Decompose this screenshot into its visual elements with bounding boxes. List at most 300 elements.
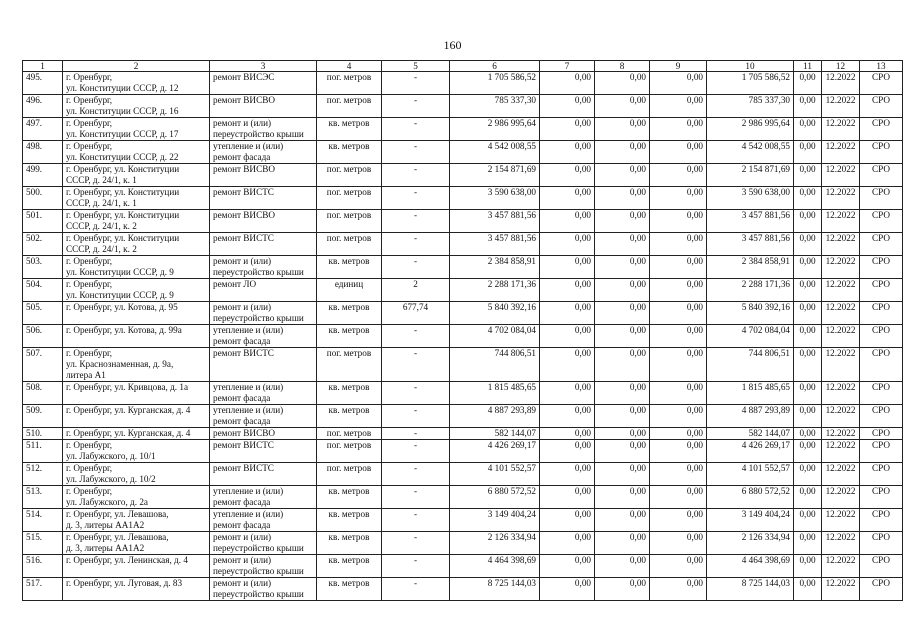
address-cell: г. Оренбург, ул. Лабужского, д. 2а xyxy=(63,486,210,509)
term-cell: 12.2022 xyxy=(822,164,860,187)
term-cell: 12.2022 xyxy=(822,210,860,233)
cost-cell: 3 590 638,00 xyxy=(450,187,540,210)
source-cell: СРО xyxy=(860,302,903,325)
cost-cell: 3 457 881,56 xyxy=(450,233,540,256)
address-cell: г. Оренбург, ул. Котова, д. 99а xyxy=(63,325,210,348)
work-type-cell: утепление и (или) ремонт фасада xyxy=(210,509,317,532)
work-type-cell: ремонт ВИСТС xyxy=(210,463,317,486)
col11-cell: 0,00 xyxy=(794,532,822,555)
row-number: 511. xyxy=(23,440,63,463)
source-cell: СРО xyxy=(860,279,903,302)
quantity-cell: - xyxy=(382,486,450,509)
quantity-cell: - xyxy=(382,256,450,279)
total-cell: 4 464 398,69 xyxy=(707,555,794,578)
col8-cell: 0,00 xyxy=(595,164,650,187)
row-number: 497. xyxy=(23,118,63,141)
col7-cell: 0,00 xyxy=(540,440,595,463)
unit-cell: кв. метров xyxy=(317,578,382,601)
col8-cell: 0,00 xyxy=(595,256,650,279)
address-cell: г. Оренбург, ул. Краснознаменная, д. 9а, литера А1 xyxy=(63,348,210,382)
term-cell: 12.2022 xyxy=(822,141,860,164)
col-header: 10 xyxy=(707,61,794,72)
unit-cell: пог. метров xyxy=(317,348,382,382)
address-cell: г. Оренбург, ул. Левашова, д. 3, литеры АА1А2 xyxy=(63,509,210,532)
row-number: 500. xyxy=(23,187,63,210)
source-cell: СРО xyxy=(860,210,903,233)
col7-cell: 0,00 xyxy=(540,509,595,532)
unit-cell: кв. метров xyxy=(317,325,382,348)
quantity-cell: - xyxy=(382,578,450,601)
col8-cell: 0,00 xyxy=(595,532,650,555)
total-cell: 4 702 084,04 xyxy=(707,325,794,348)
col8-cell: 0,00 xyxy=(595,463,650,486)
quantity-cell: - xyxy=(382,141,450,164)
term-cell: 12.2022 xyxy=(822,578,860,601)
source-cell: СРО xyxy=(860,233,903,256)
col7-cell: 0,00 xyxy=(540,382,595,405)
source-cell: СРО xyxy=(860,463,903,486)
unit-cell: кв. метров xyxy=(317,302,382,325)
cost-cell: 2 384 858,91 xyxy=(450,256,540,279)
col8-cell: 0,00 xyxy=(595,440,650,463)
work-type-cell: ремонт и (или) переустройство крыши xyxy=(210,118,317,141)
work-type-cell: ремонт и (или) переустройство крыши xyxy=(210,578,317,601)
table-row xyxy=(23,279,903,302)
col11-cell: 0,00 xyxy=(794,164,822,187)
col11-cell: 0,00 xyxy=(794,578,822,601)
table-row xyxy=(23,325,903,348)
col7-cell: 0,00 xyxy=(540,233,595,256)
total-cell: 2 288 171,36 xyxy=(707,279,794,302)
col8-cell: 0,00 xyxy=(595,405,650,428)
unit-cell: пог. метров xyxy=(317,164,382,187)
address-cell: г. Оренбург, ул. Котова, д. 95 xyxy=(63,302,210,325)
col-header: 11 xyxy=(794,61,822,72)
work-type-cell: утепление и (или) ремонт фасада xyxy=(210,141,317,164)
work-type-cell: ремонт ВИСЭС xyxy=(210,72,317,95)
total-cell: 3 457 881,56 xyxy=(707,210,794,233)
col8-cell: 0,00 xyxy=(595,279,650,302)
source-cell: СРО xyxy=(860,164,903,187)
term-cell: 12.2022 xyxy=(822,118,860,141)
address-cell: г. Оренбург, ул. Конституции СССР, д. 9 xyxy=(63,279,210,302)
total-cell: 8 725 144,03 xyxy=(707,578,794,601)
table-row xyxy=(23,141,903,164)
work-type-cell: ремонт ВИСВО xyxy=(210,95,317,118)
col11-cell: 0,00 xyxy=(794,95,822,118)
source-cell: СРО xyxy=(860,118,903,141)
unit-cell: кв. метров xyxy=(317,532,382,555)
term-cell: 12.2022 xyxy=(822,302,860,325)
term-cell: 12.2022 xyxy=(822,233,860,256)
cost-cell: 1 815 485,65 xyxy=(450,382,540,405)
term-cell: 12.2022 xyxy=(822,405,860,428)
col9-cell: 0,00 xyxy=(650,325,707,348)
col7-cell: 0,00 xyxy=(540,532,595,555)
cost-cell: 6 880 572,52 xyxy=(450,486,540,509)
col9-cell: 0,00 xyxy=(650,509,707,532)
table-row xyxy=(23,509,903,532)
source-cell: СРО xyxy=(860,256,903,279)
cost-cell: 785 337,30 xyxy=(450,95,540,118)
quantity-cell: 2 xyxy=(382,279,450,302)
total-cell: 2 154 871,69 xyxy=(707,164,794,187)
quantity-cell: - xyxy=(382,532,450,555)
col8-cell: 0,00 xyxy=(595,578,650,601)
work-type-cell: утепление и (или) ремонт фасада xyxy=(210,325,317,348)
col11-cell: 0,00 xyxy=(794,325,822,348)
address-cell: г. Оренбург, ул. Луговая, д. 83 xyxy=(63,578,210,601)
col-header: 4 xyxy=(317,61,382,72)
col8-cell: 0,00 xyxy=(595,382,650,405)
quantity-cell: - xyxy=(382,348,450,382)
table-row xyxy=(23,578,903,601)
quantity-cell: - xyxy=(382,95,450,118)
cost-cell: 2 986 995,64 xyxy=(450,118,540,141)
col9-cell: 0,00 xyxy=(650,279,707,302)
header-row xyxy=(23,61,903,72)
col-header: 2 xyxy=(63,61,210,72)
quantity-cell: - xyxy=(382,509,450,532)
col8-cell: 0,00 xyxy=(595,187,650,210)
cost-cell: 2 126 334,94 xyxy=(450,532,540,555)
table-row xyxy=(23,405,903,428)
row-number: 504. xyxy=(23,279,63,302)
col9-cell: 0,00 xyxy=(650,440,707,463)
source-cell: СРО xyxy=(860,141,903,164)
source-cell: СРО xyxy=(860,428,903,440)
row-number: 507. xyxy=(23,348,63,382)
table-row xyxy=(23,187,903,210)
unit-cell: пог. метров xyxy=(317,187,382,210)
work-type-cell: ремонт ВИСТС xyxy=(210,348,317,382)
col8-cell: 0,00 xyxy=(595,348,650,382)
table-row xyxy=(23,210,903,233)
address-cell: г. Оренбург, ул. Конституции СССР, д. 24/1, к. 1 xyxy=(63,164,210,187)
col11-cell: 0,00 xyxy=(794,555,822,578)
work-type-cell: ремонт ВИСВО xyxy=(210,428,317,440)
table-row xyxy=(23,72,903,95)
address-cell: г. Оренбург, ул. Конституции СССР, д. 16 xyxy=(63,95,210,118)
address-cell: г. Оренбург, ул. Лабужского, д. 10/2 xyxy=(63,463,210,486)
address-cell: г. Оренбург, ул. Курганская, д. 4 xyxy=(63,405,210,428)
col9-cell: 0,00 xyxy=(650,382,707,405)
col8-cell: 0,00 xyxy=(595,72,650,95)
work-type-cell: ремонт ЛО xyxy=(210,279,317,302)
col8-cell: 0,00 xyxy=(595,486,650,509)
col7-cell: 0,00 xyxy=(540,279,595,302)
col7-cell: 0,00 xyxy=(540,72,595,95)
unit-cell: кв. метров xyxy=(317,141,382,164)
row-number: 495. xyxy=(23,72,63,95)
col7-cell: 0,00 xyxy=(540,555,595,578)
col-header: 7 xyxy=(540,61,595,72)
col9-cell: 0,00 xyxy=(650,95,707,118)
col8-cell: 0,00 xyxy=(595,555,650,578)
col7-cell: 0,00 xyxy=(540,405,595,428)
total-cell: 5 840 392,16 xyxy=(707,302,794,325)
term-cell: 12.2022 xyxy=(822,325,860,348)
col8-cell: 0,00 xyxy=(595,233,650,256)
source-cell: СРО xyxy=(860,532,903,555)
unit-cell: кв. метров xyxy=(317,405,382,428)
col9-cell: 0,00 xyxy=(650,302,707,325)
quantity-cell: - xyxy=(382,440,450,463)
work-type-cell: утепление и (или) ремонт фасада xyxy=(210,382,317,405)
col7-cell: 0,00 xyxy=(540,463,595,486)
work-type-cell: ремонт и (или) переустройство крыши xyxy=(210,256,317,279)
cost-cell: 744 806,51 xyxy=(450,348,540,382)
col8-cell: 0,00 xyxy=(595,509,650,532)
col-header: 13 xyxy=(860,61,903,72)
col9-cell: 0,00 xyxy=(650,555,707,578)
col11-cell: 0,00 xyxy=(794,302,822,325)
cost-cell: 4 101 552,57 xyxy=(450,463,540,486)
col8-cell: 0,00 xyxy=(595,95,650,118)
col9-cell: 0,00 xyxy=(650,187,707,210)
row-number: 513. xyxy=(23,486,63,509)
col9-cell: 0,00 xyxy=(650,72,707,95)
address-cell: г. Оренбург, ул. Конституции СССР, д. 12 xyxy=(63,72,210,95)
col9-cell: 0,00 xyxy=(650,164,707,187)
unit-cell: кв. метров xyxy=(317,509,382,532)
col-header: 9 xyxy=(650,61,707,72)
col11-cell: 0,00 xyxy=(794,486,822,509)
col7-cell: 0,00 xyxy=(540,325,595,348)
col9-cell: 0,00 xyxy=(650,463,707,486)
total-cell: 4 887 293,89 xyxy=(707,405,794,428)
col-header: 3 xyxy=(210,61,317,72)
quantity-cell: - xyxy=(382,164,450,187)
col-header: 12 xyxy=(822,61,860,72)
col11-cell: 0,00 xyxy=(794,187,822,210)
row-number: 502. xyxy=(23,233,63,256)
col7-cell: 0,00 xyxy=(540,256,595,279)
col11-cell: 0,00 xyxy=(794,440,822,463)
unit-cell: кв. метров xyxy=(317,382,382,405)
unit-cell: пог. метров xyxy=(317,463,382,486)
term-cell: 12.2022 xyxy=(822,279,860,302)
address-cell: г. Оренбург, ул. Конституции СССР, д. 9 xyxy=(63,256,210,279)
total-cell: 2 986 995,64 xyxy=(707,118,794,141)
work-type-cell: ремонт и (или) переустройство крыши xyxy=(210,302,317,325)
total-cell: 1 705 586,52 xyxy=(707,72,794,95)
term-cell: 12.2022 xyxy=(822,428,860,440)
address-cell: г. Оренбург, ул. Лабужского, д. 10/1 xyxy=(63,440,210,463)
total-cell: 785 337,30 xyxy=(707,95,794,118)
work-type-cell: ремонт ВИСТС xyxy=(210,440,317,463)
source-cell: СРО xyxy=(860,555,903,578)
col7-cell: 0,00 xyxy=(540,118,595,141)
total-cell: 2 126 334,94 xyxy=(707,532,794,555)
col11-cell: 0,00 xyxy=(794,348,822,382)
col11-cell: 0,00 xyxy=(794,382,822,405)
table-row xyxy=(23,428,903,440)
row-number: 496. xyxy=(23,95,63,118)
total-cell: 6 880 572,52 xyxy=(707,486,794,509)
col7-cell: 0,00 xyxy=(540,141,595,164)
work-type-cell: ремонт и (или) переустройство крыши xyxy=(210,532,317,555)
table-row xyxy=(23,118,903,141)
source-cell: СРО xyxy=(860,382,903,405)
term-cell: 12.2022 xyxy=(822,532,860,555)
term-cell: 12.2022 xyxy=(822,509,860,532)
source-cell: СРО xyxy=(860,486,903,509)
term-cell: 12.2022 xyxy=(822,555,860,578)
table-row xyxy=(23,463,903,486)
total-cell: 4 542 008,55 xyxy=(707,141,794,164)
total-cell: 3 457 881,56 xyxy=(707,233,794,256)
col7-cell: 0,00 xyxy=(540,486,595,509)
col9-cell: 0,00 xyxy=(650,486,707,509)
unit-cell: кв. метров xyxy=(317,486,382,509)
address-cell: г. Оренбург, ул. Конституции СССР, д. 22 xyxy=(63,141,210,164)
col-header: 6 xyxy=(450,61,540,72)
col9-cell: 0,00 xyxy=(650,141,707,164)
col11-cell: 0,00 xyxy=(794,279,822,302)
col8-cell: 0,00 xyxy=(595,141,650,164)
cost-cell: 2 288 171,36 xyxy=(450,279,540,302)
col11-cell: 0,00 xyxy=(794,233,822,256)
address-cell: г. Оренбург, ул. Ленинская, д. 4 xyxy=(63,555,210,578)
total-cell: 4 426 269,17 xyxy=(707,440,794,463)
col11-cell: 0,00 xyxy=(794,405,822,428)
quantity-cell: 677,74 xyxy=(382,302,450,325)
table-row xyxy=(23,555,903,578)
col7-cell: 0,00 xyxy=(540,187,595,210)
row-number: 506. xyxy=(23,325,63,348)
work-type-cell: ремонт ВИСТС xyxy=(210,187,317,210)
col8-cell: 0,00 xyxy=(595,302,650,325)
quantity-cell: - xyxy=(382,118,450,141)
row-number: 515. xyxy=(23,532,63,555)
quantity-cell: - xyxy=(382,210,450,233)
table-row xyxy=(23,233,903,256)
cost-cell: 3 149 404,24 xyxy=(450,509,540,532)
table-row xyxy=(23,348,903,382)
unit-cell: пог. метров xyxy=(317,233,382,256)
unit-cell: пог. метров xyxy=(317,95,382,118)
term-cell: 12.2022 xyxy=(822,72,860,95)
col9-cell: 0,00 xyxy=(650,532,707,555)
col7-cell: 0,00 xyxy=(540,578,595,601)
row-number: 516. xyxy=(23,555,63,578)
total-cell: 3 590 638,00 xyxy=(707,187,794,210)
col9-cell: 0,00 xyxy=(650,233,707,256)
quantity-cell: - xyxy=(382,187,450,210)
unit-cell: пог. метров xyxy=(317,428,382,440)
source-cell: СРО xyxy=(860,348,903,382)
row-number: 505. xyxy=(23,302,63,325)
col8-cell: 0,00 xyxy=(595,118,650,141)
source-cell: СРО xyxy=(860,95,903,118)
col9-cell: 0,00 xyxy=(650,428,707,440)
source-cell: СРО xyxy=(860,325,903,348)
source-cell: СРО xyxy=(860,440,903,463)
source-cell: СРО xyxy=(860,187,903,210)
total-cell: 744 806,51 xyxy=(707,348,794,382)
row-number: 510. xyxy=(23,428,63,440)
table-row xyxy=(23,532,903,555)
row-number: 508. xyxy=(23,382,63,405)
col7-cell: 0,00 xyxy=(540,164,595,187)
quantity-cell: - xyxy=(382,233,450,256)
col11-cell: 0,00 xyxy=(794,210,822,233)
address-cell: г. Оренбург, ул. Конституции СССР, д. 17 xyxy=(63,118,210,141)
unit-cell: пог. метров xyxy=(317,210,382,233)
cost-cell: 582 144,07 xyxy=(450,428,540,440)
source-cell: СРО xyxy=(860,72,903,95)
work-type-cell: утепление и (или) ремонт фасада xyxy=(210,405,317,428)
address-cell: г. Оренбург, ул. Конституции СССР, д. 24/1, к. 1 xyxy=(63,187,210,210)
quantity-cell: - xyxy=(382,325,450,348)
table-row xyxy=(23,486,903,509)
row-number: 512. xyxy=(23,463,63,486)
row-number: 509. xyxy=(23,405,63,428)
cost-cell: 5 840 392,16 xyxy=(450,302,540,325)
address-cell: г. Оренбург, ул. Курганская, д. 4 xyxy=(63,428,210,440)
row-number: 501. xyxy=(23,210,63,233)
cost-cell: 2 154 871,69 xyxy=(450,164,540,187)
term-cell: 12.2022 xyxy=(822,382,860,405)
col11-cell: 0,00 xyxy=(794,428,822,440)
table-row xyxy=(23,95,903,118)
registry-body xyxy=(23,72,903,601)
work-type-cell: утепление и (или) ремонт фасада xyxy=(210,486,317,509)
term-cell: 12.2022 xyxy=(822,95,860,118)
col9-cell: 0,00 xyxy=(650,256,707,279)
total-cell: 3 149 404,24 xyxy=(707,509,794,532)
quantity-cell: - xyxy=(382,463,450,486)
address-cell: г. Оренбург, ул. Левашова, д. 3, литеры АА1А2 xyxy=(63,532,210,555)
table-row xyxy=(23,440,903,463)
quantity-cell: - xyxy=(382,72,450,95)
cost-cell: 4 464 398,69 xyxy=(450,555,540,578)
col-header: 1 xyxy=(23,61,63,72)
table-row xyxy=(23,256,903,279)
table-row xyxy=(23,164,903,187)
quantity-cell: - xyxy=(382,555,450,578)
col9-cell: 0,00 xyxy=(650,578,707,601)
unit-cell: кв. метров xyxy=(317,118,382,141)
source-cell: СРО xyxy=(860,578,903,601)
term-cell: 12.2022 xyxy=(822,187,860,210)
work-type-cell: ремонт ВИСВО xyxy=(210,164,317,187)
col11-cell: 0,00 xyxy=(794,463,822,486)
col-header: 5 xyxy=(382,61,450,72)
row-number: 517. xyxy=(23,578,63,601)
row-number: 503. xyxy=(23,256,63,279)
address-cell: г. Оренбург, ул. Кривцова, д. 1а xyxy=(63,382,210,405)
total-cell: 582 144,07 xyxy=(707,428,794,440)
address-cell: г. Оренбург, ул. Конституции СССР, д. 24/1, к. 2 xyxy=(63,233,210,256)
total-cell: 2 384 858,91 xyxy=(707,256,794,279)
unit-cell: кв. метров xyxy=(317,256,382,279)
col8-cell: 0,00 xyxy=(595,325,650,348)
col9-cell: 0,00 xyxy=(650,405,707,428)
cost-cell: 4 702 084,04 xyxy=(450,325,540,348)
col7-cell: 0,00 xyxy=(540,210,595,233)
cost-cell: 4 887 293,89 xyxy=(450,405,540,428)
table-row xyxy=(23,382,903,405)
table-row xyxy=(23,302,903,325)
registry-table xyxy=(22,60,903,601)
unit-cell: пог. метров xyxy=(317,440,382,463)
unit-cell: кв. метров xyxy=(317,555,382,578)
total-cell: 4 101 552,57 xyxy=(707,463,794,486)
col11-cell: 0,00 xyxy=(794,141,822,164)
term-cell: 12.2022 xyxy=(822,463,860,486)
